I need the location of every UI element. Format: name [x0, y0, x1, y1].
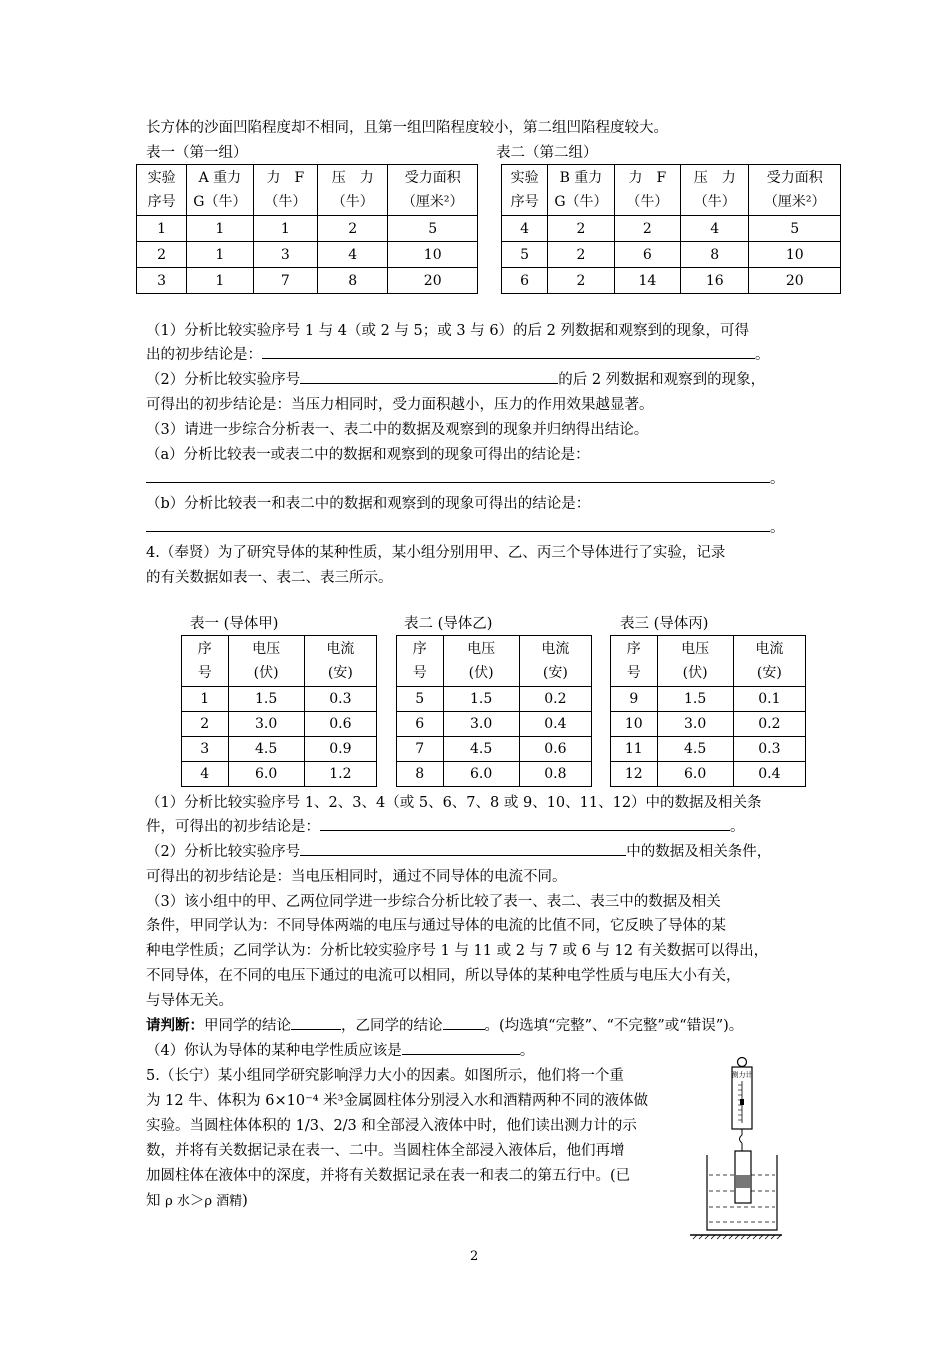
table-cell: 0.6	[519, 737, 591, 762]
table-cell: 1	[187, 216, 253, 242]
table1-caption: 表一（第一组）	[146, 145, 248, 161]
table-cell: 0.6	[304, 712, 376, 737]
q5-line2: 为 12 牛、体积为 6×10⁻⁴ 米³金属圆柱体分别浸入水和酒精两种不同的液体做	[146, 1093, 648, 1109]
table-cell: 2	[182, 712, 229, 737]
table-cell: 3.0	[657, 712, 733, 737]
table-cell: 0.2	[519, 687, 591, 712]
q4-judge-line: 请判断：甲同学的结论 ，乙同学的结论 。(均选填“完整”、“不完整”或“错误”)。	[146, 1017, 744, 1034]
table-cell: 3.0	[443, 712, 519, 737]
q3-part2-line2: 可得出的初步结论是：当压力相同时，受力面积越小，压力的作用效果越显著。	[146, 397, 654, 413]
q4-part1-line1: （1）分析比较实验序号 1、2、3、4（或 5、6、7、8 或 9、10、11、12）中的数据及相关条	[146, 795, 762, 811]
table-cell: 6.0	[228, 762, 304, 787]
q5-line5: 加圆柱体在液体中的深度，并将有关数据记录在表一和表二的第五行中。(已	[146, 1168, 631, 1184]
table-cell: 10	[611, 712, 658, 737]
table-header-cell: 序 号	[611, 636, 658, 687]
table-cell: 6	[397, 712, 444, 737]
table-header-cell: 电压 (伏)	[443, 636, 519, 687]
q3-part3b-answer: 。	[146, 516, 785, 540]
table-cell: 0.3	[733, 737, 805, 762]
table-cell: 10	[388, 242, 478, 268]
q4-part1-line2: 件，可得出的初步结论是： 。	[146, 819, 745, 835]
table-row	[182, 737, 377, 762]
table-cell: 0.4	[733, 762, 805, 787]
q4-part2-line2: 可得出的初步结论是：当电压相同时，通过不同导体的电流不同。	[146, 869, 567, 885]
table-cell: 4	[318, 242, 388, 268]
pressure-table-1	[136, 164, 478, 294]
table-cell: 8	[681, 242, 749, 268]
table-cell: 0.4	[519, 712, 591, 737]
table-cell: 0.8	[519, 762, 591, 787]
table-row	[611, 737, 806, 762]
table-row	[137, 216, 478, 242]
q4-part3-line3: 种电学性质；乙同学认为：分析比较实验序号 1 与 11 或 2 与 7 或 6 与 12 有关数据可以得出，	[146, 943, 769, 959]
table-row	[502, 268, 841, 294]
table-cell: 9	[611, 687, 658, 712]
table-cell: 0.2	[733, 712, 805, 737]
q4-answer-blank-1[interactable]	[320, 830, 730, 831]
table-cell: 6	[502, 268, 548, 294]
table-cell: 6.0	[657, 762, 733, 787]
table-cell: 4	[182, 762, 229, 787]
conductor-table-3	[610, 635, 806, 787]
table-cell: 3	[137, 268, 187, 294]
table-cell: 2	[318, 216, 388, 242]
table-cell: 4.5	[443, 737, 519, 762]
table-cell: 3.0	[228, 712, 304, 737]
conductor-table-2	[396, 635, 592, 787]
q3-part3-line: （3）请进一步综合分析表一、表二中的数据及观察到的现象并归纳得出结论。	[146, 422, 649, 438]
q4-title-line2: 的有关数据如表一、表二、表三所示。	[146, 570, 393, 586]
table-cell: 7	[253, 268, 317, 294]
q4-answer-blank-4[interactable]	[402, 1054, 520, 1055]
q4-part2-line1: （2）分析比较实验序号 中的数据及相关条件，	[146, 844, 772, 860]
table-header-cell: 电压 (伏)	[228, 636, 304, 687]
table-row	[137, 242, 478, 268]
q3-answer-blank-3b[interactable]	[146, 531, 770, 532]
table-cell: 6	[614, 242, 680, 268]
table-header-cell: 序 号	[397, 636, 444, 687]
table-header-cell: A 重力 G（牛）	[187, 165, 253, 216]
q3-part2-line1: （2）分析比较实验序号 的后 2 列数据和观察到的现象，	[146, 372, 766, 388]
table-cell: 3	[253, 242, 317, 268]
table-cell: 3	[182, 737, 229, 762]
table-header-cell: 电流 (安)	[519, 636, 591, 687]
table-cell: 1	[187, 268, 253, 294]
q3-answer-blank-3a[interactable]	[146, 482, 770, 483]
table-row	[182, 712, 377, 737]
q5-line1: 5.（长宁）某小组同学研究影响浮力大小的因素。如图所示，他们将一个重	[146, 1068, 624, 1084]
table-cell: 7	[397, 737, 444, 762]
q3-part1-line2: 出的初步结论是： 。	[146, 347, 770, 363]
table-cell: 2	[137, 242, 187, 268]
table-row	[397, 737, 592, 762]
table-cell: 2	[548, 216, 614, 242]
table-cell: 0.1	[733, 687, 805, 712]
table-cell: 20	[749, 268, 841, 294]
q4-table1-caption: 表一 (导体甲)	[190, 616, 279, 632]
table-row	[182, 687, 377, 712]
table-cell: 0.3	[304, 687, 376, 712]
table-row	[397, 712, 592, 737]
table-cell: 4	[502, 216, 548, 242]
q4-table3-caption: 表三 (导体丙)	[620, 616, 709, 632]
table-cell: 6.0	[443, 762, 519, 787]
table-cell: 5	[749, 216, 841, 242]
intro-line: 长方体的沙面凹陷程度却不相同，且第一组凹陷程度较小，第二组凹陷程度较大。	[146, 120, 668, 136]
table-cell: 1	[187, 242, 253, 268]
q4-title-line1: 4.（奉贤）为了研究导体的某种性质，某小组分别用甲、乙、丙三个导体进行了实验，记录	[146, 545, 726, 561]
table-cell: 4	[681, 216, 749, 242]
q4-part3-line1: （3）该小组中的甲、乙两位同学进一步综合分析比较了表一、表二、表三中的数据及相关	[146, 894, 721, 910]
table-row	[611, 712, 806, 737]
table-row	[502, 216, 841, 242]
table-header-cell: 电流 (安)	[304, 636, 376, 687]
table-cell: 12	[611, 762, 658, 787]
table-cell: 1	[182, 687, 229, 712]
table-cell: 14	[614, 268, 680, 294]
conductor-table-1	[181, 635, 377, 787]
table-cell: 5	[502, 242, 548, 268]
page-number: 2	[470, 1249, 479, 1264]
table-row	[397, 687, 592, 712]
table-header-cell: 压 力 （牛）	[681, 165, 749, 216]
q4-judge-blank-jia[interactable]	[291, 1029, 341, 1030]
pressure-table-2	[501, 164, 841, 294]
spring-scale-figure	[685, 1055, 785, 1245]
table-row	[611, 687, 806, 712]
table-cell: 11	[611, 737, 658, 762]
table-cell: 4.5	[657, 737, 733, 762]
table-cell: 2	[614, 216, 680, 242]
q5-line4: 数，并将有关数据记录在表一、二中。当圆柱体全部浸入液体后，他们再增	[146, 1143, 625, 1159]
table-cell: 8	[318, 268, 388, 294]
q3-part3b-line: （b）分析比较表一和表二中的数据和观察到的现象可得出的结论是：	[146, 496, 591, 512]
table-cell: 1.2	[304, 762, 376, 787]
table-cell: 1.5	[443, 687, 519, 712]
q3-answer-blank-2[interactable]	[300, 383, 558, 384]
q4-answer-blank-2[interactable]	[300, 855, 626, 856]
table-cell: 10	[749, 242, 841, 268]
table-header-cell: 实验 序号	[502, 165, 548, 216]
q5-line6: 知 ρ 水＞ρ 酒精)	[146, 1193, 248, 1209]
table-row	[397, 762, 592, 787]
table-cell: 16	[681, 268, 749, 294]
table-cell: 1.5	[228, 687, 304, 712]
q4-part4-line: （4）你认为导体的某种电学性质应该是 。	[146, 1043, 535, 1059]
table-cell: 1	[137, 216, 187, 242]
table-row	[611, 762, 806, 787]
table-header-cell: 力 F （牛）	[253, 165, 317, 216]
q4-judge-blank-yi[interactable]	[443, 1029, 485, 1030]
table-cell: 2	[548, 268, 614, 294]
table-cell: 1.5	[657, 687, 733, 712]
table-header-cell: 电流 (安)	[733, 636, 805, 687]
q4-table2-caption: 表二 (导体乙)	[404, 616, 493, 632]
table-cell: 4.5	[228, 737, 304, 762]
table-header-cell: 序 号	[182, 636, 229, 687]
q5-line3: 实验。当圆柱体体积的 1/3、2/3 和全部浸入液体中时，他们读出测力计的示	[146, 1118, 637, 1134]
table-cell: 5	[397, 687, 444, 712]
table2-caption: 表二（第二组）	[496, 145, 598, 161]
table-row	[502, 242, 841, 268]
q3-answer-blank-1[interactable]	[262, 358, 755, 359]
table-header-cell: 力 F （牛）	[614, 165, 680, 216]
meter-label: 测力计	[731, 1071, 753, 1079]
q4-part3-line4: 不同导体，在不同的电压下通过的电流可以相同，所以导体的某种电学性质与电压大小有关，	[146, 968, 741, 984]
q4-part3-line2: 条件，甲同学认为：不同导体两端的电压与通过导体的电流的比值不同，它反映了导体的某	[146, 918, 726, 934]
table-row	[137, 268, 478, 294]
table-cell: 0.9	[304, 737, 376, 762]
table-cell: 20	[388, 268, 478, 294]
table-header-cell: 受力面积 （厘米²）	[388, 165, 478, 216]
table-header-cell: 压 力 （牛）	[318, 165, 388, 216]
table-cell: 2	[548, 242, 614, 268]
table-header-cell: 电压 (伏)	[657, 636, 733, 687]
table-header-cell: 实验 序号	[137, 165, 187, 216]
table-row	[182, 762, 377, 787]
q4-part3-line5: 与导体无关。	[146, 993, 233, 1009]
table-cell: 1	[253, 216, 317, 242]
q3-part3a-line: （a）分析比较表一或表二中的数据和观察到的现象可得出的结论是：	[146, 447, 590, 463]
q3-part3a-answer: 。	[146, 467, 785, 491]
table-header-cell: B 重力 G（牛）	[548, 165, 614, 216]
q3-part1-line1: （1）分析比较实验序号 1 与 4（或 2 与 5；或 3 与 6）的后 2 列数据和观察到的现象，可得	[146, 323, 750, 339]
table-cell: 5	[388, 216, 478, 242]
table-cell: 8	[397, 762, 444, 787]
table-header-cell: 受力面积 （厘米²）	[749, 165, 841, 216]
